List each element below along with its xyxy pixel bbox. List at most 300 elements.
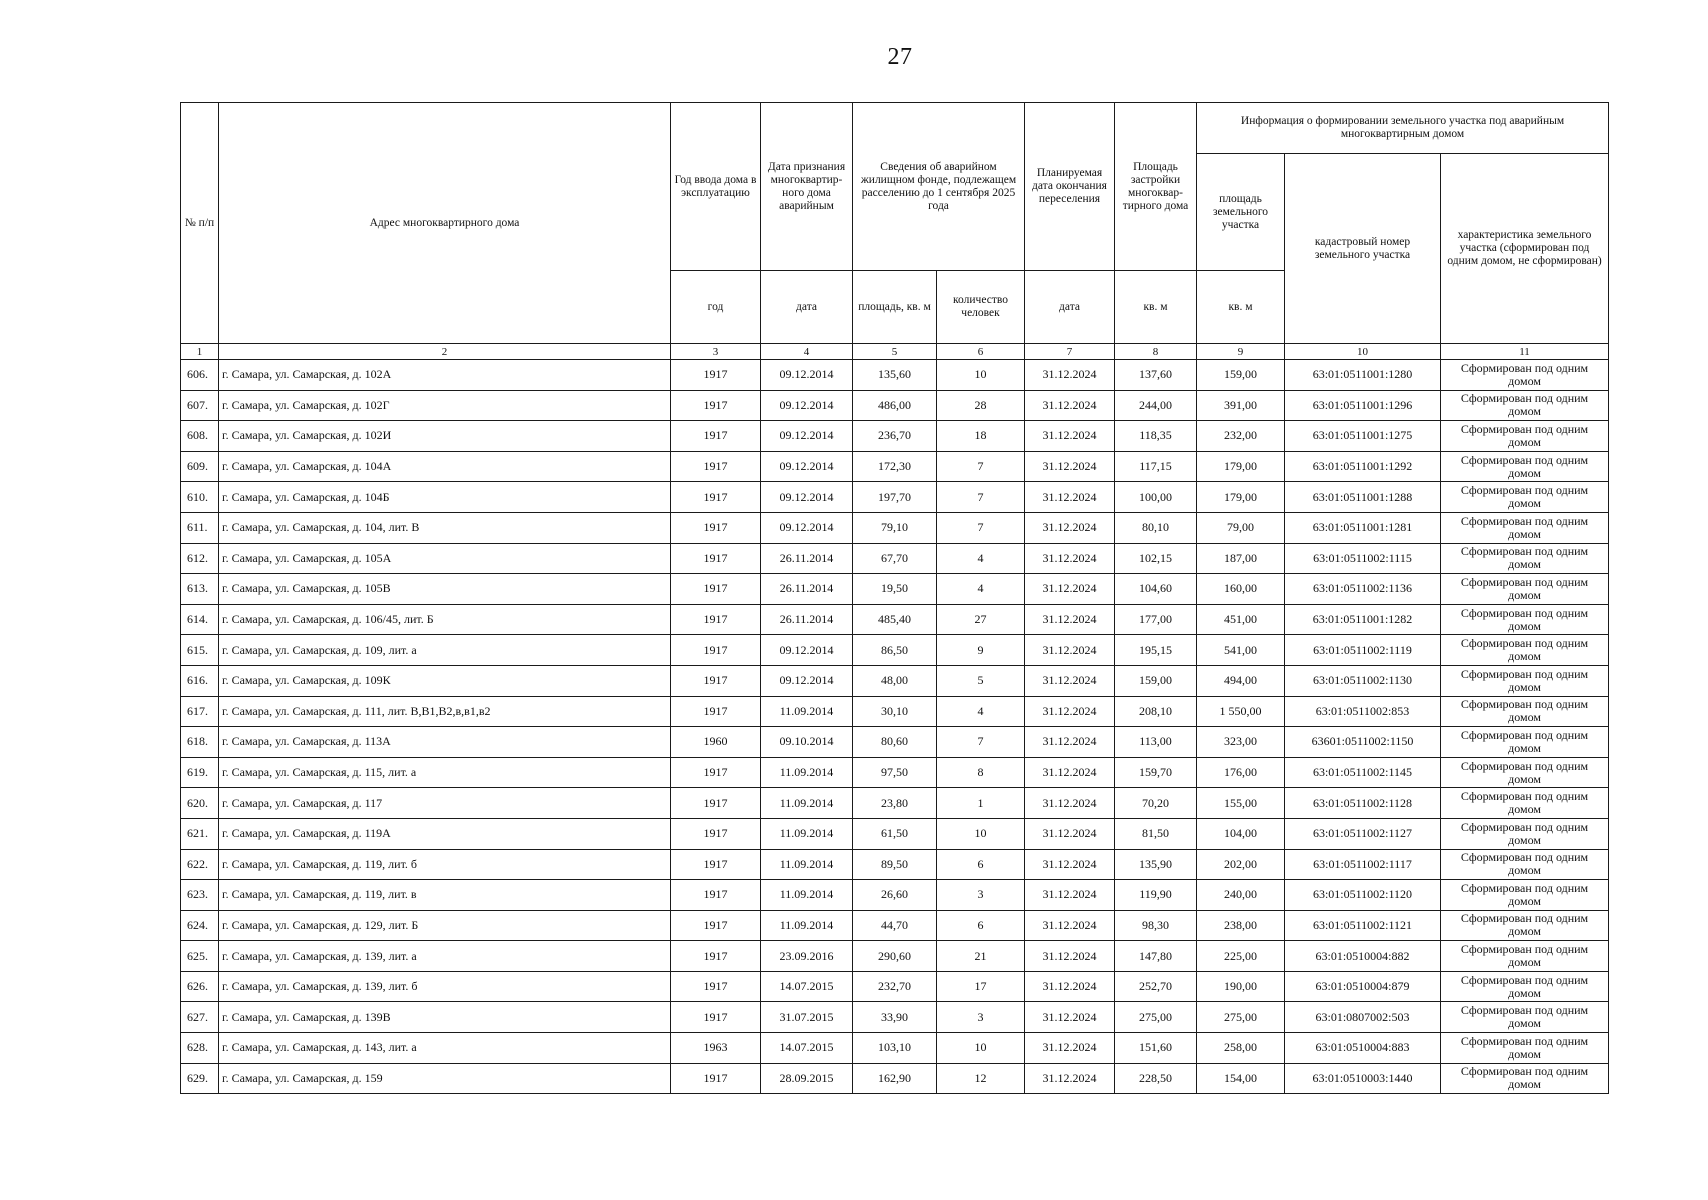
table-row — [181, 727, 1609, 758]
row-recognition-date: 11.09.2014 — [761, 880, 853, 911]
row-status: Сформирован под одним домом — [1441, 1063, 1609, 1094]
row-planned-date: 31.12.2024 — [1025, 1063, 1115, 1094]
row-number: 624. — [181, 910, 219, 941]
row-planned-date: 31.12.2024 — [1025, 818, 1115, 849]
row-address: г. Самара, ул. Самарская, д. 106/45, лит. Б — [219, 604, 671, 635]
row-address: г. Самара, ул. Самарская, д. 109К — [219, 665, 671, 696]
row-build-area: 208,10 — [1115, 696, 1197, 727]
row-build-area: 113,00 — [1115, 727, 1197, 758]
row-year: 1917 — [671, 880, 761, 911]
row-planned-date: 31.12.2024 — [1025, 757, 1115, 788]
row-cadastral-number: 63:01:0510003:1440 — [1285, 1063, 1441, 1094]
row-address: г. Самара, ул. Самарская, д. 117 — [219, 788, 671, 819]
row-build-area: 135,90 — [1115, 849, 1197, 880]
row-number: 627. — [181, 1002, 219, 1033]
row-people: 4 — [937, 574, 1025, 605]
row-land-area: 240,00 — [1197, 880, 1285, 911]
row-recognition-date: 11.09.2014 — [761, 910, 853, 941]
unit-build-sqm: кв. м — [1115, 271, 1197, 344]
row-number: 615. — [181, 635, 219, 666]
row-recognition-date: 26.11.2014 — [761, 574, 853, 605]
column-number: 5 — [853, 344, 937, 360]
row-cadastral-number: 63:01:0511002:1128 — [1285, 788, 1441, 819]
row-people: 6 — [937, 910, 1025, 941]
row-people: 4 — [937, 696, 1025, 727]
row-recognition-date: 11.09.2014 — [761, 788, 853, 819]
row-land-area: 275,00 — [1197, 1002, 1285, 1033]
row-year: 1917 — [671, 818, 761, 849]
row-cadastral-number: 63:01:0511001:1281 — [1285, 512, 1441, 543]
row-area: 44,70 — [853, 910, 937, 941]
table-row — [181, 849, 1609, 880]
row-people: 12 — [937, 1063, 1025, 1094]
row-build-area: 252,70 — [1115, 971, 1197, 1002]
row-number: 614. — [181, 604, 219, 635]
row-cadastral-number: 63:01:0511001:1296 — [1285, 390, 1441, 421]
row-address: г. Самара, ул. Самарская, д. 143, лит. а — [219, 1033, 671, 1064]
row-area: 135,60 — [853, 360, 937, 391]
column-number: 4 — [761, 344, 853, 360]
row-area: 48,00 — [853, 665, 937, 696]
row-recognition-date: 09.12.2014 — [761, 390, 853, 421]
row-planned-date: 31.12.2024 — [1025, 788, 1115, 819]
row-recognition-date: 09.12.2014 — [761, 665, 853, 696]
row-land-area: 190,00 — [1197, 971, 1285, 1002]
column-number: 6 — [937, 344, 1025, 360]
table-row — [181, 941, 1609, 972]
table-row — [181, 788, 1609, 819]
unit-area: площадь, кв. м — [853, 271, 937, 344]
row-area: 197,70 — [853, 482, 937, 513]
row-number: 608. — [181, 421, 219, 452]
row-area: 79,10 — [853, 512, 937, 543]
row-year: 1917 — [671, 757, 761, 788]
row-year: 1917 — [671, 665, 761, 696]
emergency-housing-table — [180, 102, 1609, 1094]
row-area: 162,90 — [853, 1063, 937, 1094]
row-status: Сформирован под одним домом — [1441, 1033, 1609, 1064]
row-people: 9 — [937, 635, 1025, 666]
row-year: 1917 — [671, 512, 761, 543]
table-row — [181, 451, 1609, 482]
row-year: 1917 — [671, 390, 761, 421]
row-cadastral-number: 63:01:0511002:1115 — [1285, 543, 1441, 574]
row-land-area: 323,00 — [1197, 727, 1285, 758]
row-land-area: 155,00 — [1197, 788, 1285, 819]
row-planned-date: 31.12.2024 — [1025, 849, 1115, 880]
row-status: Сформирован под одним домом — [1441, 818, 1609, 849]
row-build-area: 100,00 — [1115, 482, 1197, 513]
row-address: г. Самара, ул. Самарская, д. 139, лит. а — [219, 941, 671, 972]
row-people: 7 — [937, 451, 1025, 482]
table-row — [181, 1002, 1609, 1033]
row-recognition-date: 09.12.2014 — [761, 512, 853, 543]
row-status: Сформирован под одним домом — [1441, 910, 1609, 941]
row-address: г. Самара, ул. Самарская, д. 139, лит. б — [219, 971, 671, 1002]
row-land-area: 202,00 — [1197, 849, 1285, 880]
row-year: 1963 — [671, 1033, 761, 1064]
row-address: г. Самара, ул. Самарская, д. 111, лит. В,В1,В2,в,в1,в2 — [219, 696, 671, 727]
row-land-area: 160,00 — [1197, 574, 1285, 605]
table-row — [181, 421, 1609, 452]
row-area: 80,60 — [853, 727, 937, 758]
row-planned-date: 31.12.2024 — [1025, 451, 1115, 482]
row-status: Сформирован под одним домом — [1441, 757, 1609, 788]
row-status: Сформирован под одним домом — [1441, 574, 1609, 605]
row-address: г. Самара, ул. Самарская, д. 102Г — [219, 390, 671, 421]
row-area: 232,70 — [853, 971, 937, 1002]
row-land-area: 232,00 — [1197, 421, 1285, 452]
row-people: 7 — [937, 512, 1025, 543]
row-cadastral-number: 63601:0511002:1150 — [1285, 727, 1441, 758]
row-number: 609. — [181, 451, 219, 482]
row-land-area: 159,00 — [1197, 360, 1285, 391]
row-area: 61,50 — [853, 818, 937, 849]
row-status: Сформирован под одним домом — [1441, 727, 1609, 758]
row-people: 21 — [937, 941, 1025, 972]
row-planned-date: 31.12.2024 — [1025, 696, 1115, 727]
row-build-area: 104,60 — [1115, 574, 1197, 605]
row-recognition-date: 09.10.2014 — [761, 727, 853, 758]
row-build-area: 147,80 — [1115, 941, 1197, 972]
header-year: Год ввода дома в эксплуатацию — [671, 103, 761, 271]
row-area: 19,50 — [853, 574, 937, 605]
row-land-area: 179,00 — [1197, 451, 1285, 482]
row-status: Сформирован под одним домом — [1441, 451, 1609, 482]
row-recognition-date: 09.12.2014 — [761, 421, 853, 452]
row-address: г. Самара, ул. Самарская, д. 119А — [219, 818, 671, 849]
unit-date: дата — [761, 271, 853, 344]
row-cadastral-number: 63:01:0511001:1288 — [1285, 482, 1441, 513]
header-address: Адрес многоквартирного дома — [219, 103, 671, 344]
row-cadastral-number: 63:01:0511002:1120 — [1285, 880, 1441, 911]
row-address: г. Самара, ул. Самарская, д. 104, лит. В — [219, 512, 671, 543]
row-status: Сформирован под одним домом — [1441, 1002, 1609, 1033]
row-year: 1917 — [671, 696, 761, 727]
row-number: 621. — [181, 818, 219, 849]
header-num: № п/п — [181, 103, 219, 344]
row-address: г. Самара, ул. Самарская, д. 102А — [219, 360, 671, 391]
table-row — [181, 604, 1609, 635]
row-year: 1960 — [671, 727, 761, 758]
row-address: г. Самара, ул. Самарская, д. 129, лит. Б — [219, 910, 671, 941]
row-address: г. Самара, ул. Самарская, д. 159 — [219, 1063, 671, 1094]
row-year: 1917 — [671, 604, 761, 635]
row-people: 8 — [937, 757, 1025, 788]
column-number: 1 — [181, 344, 219, 360]
row-cadastral-number: 63:01:0511002:1130 — [1285, 665, 1441, 696]
row-year: 1917 — [671, 910, 761, 941]
row-address: г. Самара, ул. Самарская, д. 119, лит. б — [219, 849, 671, 880]
unit-people: количество человек — [937, 271, 1025, 344]
row-land-area: 238,00 — [1197, 910, 1285, 941]
row-planned-date: 31.12.2024 — [1025, 665, 1115, 696]
row-build-area: 159,00 — [1115, 665, 1197, 696]
row-planned-date: 31.12.2024 — [1025, 635, 1115, 666]
page-number: 27 — [887, 44, 913, 70]
table-row — [181, 635, 1609, 666]
table-row — [181, 390, 1609, 421]
row-recognition-date: 28.09.2015 — [761, 1063, 853, 1094]
row-year: 1917 — [671, 360, 761, 391]
table-row — [181, 880, 1609, 911]
row-address: г. Самара, ул. Самарская, д. 113А — [219, 727, 671, 758]
row-recognition-date: 09.12.2014 — [761, 451, 853, 482]
row-people: 5 — [937, 665, 1025, 696]
row-land-area: 494,00 — [1197, 665, 1285, 696]
row-planned-date: 31.12.2024 — [1025, 360, 1115, 391]
row-build-area: 102,15 — [1115, 543, 1197, 574]
row-address: г. Самара, ул. Самарская, д. 119, лит. в — [219, 880, 671, 911]
row-planned-date: 31.12.2024 — [1025, 1033, 1115, 1064]
row-planned-date: 31.12.2024 — [1025, 390, 1115, 421]
row-land-area: 187,00 — [1197, 543, 1285, 574]
row-recognition-date: 11.09.2014 — [761, 757, 853, 788]
row-cadastral-number: 63:01:0511002:1136 — [1285, 574, 1441, 605]
row-number: 612. — [181, 543, 219, 574]
row-build-area: 159,70 — [1115, 757, 1197, 788]
row-land-area: 541,00 — [1197, 635, 1285, 666]
row-planned-date: 31.12.2024 — [1025, 482, 1115, 513]
row-build-area: 70,20 — [1115, 788, 1197, 819]
row-land-area: 451,00 — [1197, 604, 1285, 635]
row-cadastral-number: 63:01:0510004:883 — [1285, 1033, 1441, 1064]
row-address: г. Самара, ул. Самарская, д. 105А — [219, 543, 671, 574]
row-status: Сформирован под одним домом — [1441, 849, 1609, 880]
column-number: 9 — [1197, 344, 1285, 360]
row-number: 620. — [181, 788, 219, 819]
row-people: 3 — [937, 880, 1025, 911]
row-land-area: 154,00 — [1197, 1063, 1285, 1094]
row-land-area: 225,00 — [1197, 941, 1285, 972]
row-number: 619. — [181, 757, 219, 788]
row-number: 606. — [181, 360, 219, 391]
row-area: 97,50 — [853, 757, 937, 788]
header-date: Дата признания многоквартир-ного дома аварийным — [761, 103, 853, 271]
row-year: 1917 — [671, 482, 761, 513]
row-area: 172,30 — [853, 451, 937, 482]
row-people: 7 — [937, 727, 1025, 758]
row-cadastral-number: 63:01:0511002:1145 — [1285, 757, 1441, 788]
row-cadastral-number: 63:01:0511001:1282 — [1285, 604, 1441, 635]
row-status: Сформирован под одним домом — [1441, 696, 1609, 727]
row-address: г. Самара, ул. Самарская, д. 102И — [219, 421, 671, 452]
row-build-area: 98,30 — [1115, 910, 1197, 941]
row-year: 1917 — [671, 1063, 761, 1094]
row-people: 17 — [937, 971, 1025, 1002]
row-land-area: 79,00 — [1197, 512, 1285, 543]
row-planned-date: 31.12.2024 — [1025, 604, 1115, 635]
table-row — [181, 665, 1609, 696]
row-recognition-date: 26.11.2014 — [761, 543, 853, 574]
row-status: Сформирован под одним домом — [1441, 880, 1609, 911]
row-recognition-date: 09.12.2014 — [761, 360, 853, 391]
column-number: 8 — [1115, 344, 1197, 360]
row-people: 10 — [937, 818, 1025, 849]
row-year: 1917 — [671, 941, 761, 972]
row-year: 1917 — [671, 635, 761, 666]
table-row — [181, 360, 1609, 391]
row-build-area: 177,00 — [1115, 604, 1197, 635]
row-area: 236,70 — [853, 421, 937, 452]
row-planned-date: 31.12.2024 — [1025, 1002, 1115, 1033]
column-number: 2 — [219, 344, 671, 360]
row-cadastral-number: 63:01:0511002:853 — [1285, 696, 1441, 727]
row-people: 7 — [937, 482, 1025, 513]
row-build-area: 119,90 — [1115, 880, 1197, 911]
row-build-area: 118,35 — [1115, 421, 1197, 452]
row-build-area: 80,10 — [1115, 512, 1197, 543]
row-year: 1917 — [671, 1002, 761, 1033]
header-characteristic: характеристика земельного участка (сформирован под одним домом, не сформирован) — [1441, 154, 1609, 344]
row-number: 607. — [181, 390, 219, 421]
row-year: 1917 — [671, 788, 761, 819]
table-row — [181, 971, 1609, 1002]
row-number: 613. — [181, 574, 219, 605]
row-status: Сформирован под одним домом — [1441, 941, 1609, 972]
row-build-area: 195,15 — [1115, 635, 1197, 666]
row-planned-date: 31.12.2024 — [1025, 910, 1115, 941]
column-number-row — [181, 344, 1609, 360]
column-number: 7 — [1025, 344, 1115, 360]
row-year: 1917 — [671, 543, 761, 574]
row-status: Сформирован под одним домом — [1441, 635, 1609, 666]
row-cadastral-number: 63:01:0511002:1127 — [1285, 818, 1441, 849]
unit-year: год — [671, 271, 761, 344]
row-planned-date: 31.12.2024 — [1025, 421, 1115, 452]
row-people: 10 — [937, 360, 1025, 391]
row-area: 30,10 — [853, 696, 937, 727]
row-year: 1917 — [671, 971, 761, 1002]
row-recognition-date: 11.09.2014 — [761, 696, 853, 727]
row-land-area: 176,00 — [1197, 757, 1285, 788]
header-planned-date: Планируемая дата окончания переселения — [1025, 103, 1115, 271]
table-row — [181, 696, 1609, 727]
table-header — [181, 103, 1609, 344]
column-number: 3 — [671, 344, 761, 360]
row-area: 23,80 — [853, 788, 937, 819]
row-planned-date: 31.12.2024 — [1025, 971, 1115, 1002]
row-build-area: 81,50 — [1115, 818, 1197, 849]
row-land-area: 258,00 — [1197, 1033, 1285, 1064]
header-build-area: Площадь застройки многоквар-тирного дома — [1115, 103, 1197, 271]
row-build-area: 151,60 — [1115, 1033, 1197, 1064]
row-status: Сформирован под одним домом — [1441, 971, 1609, 1002]
row-planned-date: 31.12.2024 — [1025, 880, 1115, 911]
row-land-area: 179,00 — [1197, 482, 1285, 513]
row-cadastral-number: 63:01:0511002:1119 — [1285, 635, 1441, 666]
row-recognition-date: 14.07.2015 — [761, 971, 853, 1002]
row-area: 86,50 — [853, 635, 937, 666]
table-row — [181, 910, 1609, 941]
row-planned-date: 31.12.2024 — [1025, 543, 1115, 574]
row-people: 18 — [937, 421, 1025, 452]
row-number: 617. — [181, 696, 219, 727]
column-number: 10 — [1285, 344, 1441, 360]
row-number: 626. — [181, 971, 219, 1002]
row-address: г. Самара, ул. Самарская, д. 109, лит. а — [219, 635, 671, 666]
unit-land-sqm: кв. м — [1197, 271, 1285, 344]
row-cadastral-number: 63:01:0511001:1292 — [1285, 451, 1441, 482]
row-land-area: 1 550,00 — [1197, 696, 1285, 727]
table-row — [181, 1063, 1609, 1094]
row-build-area: 275,00 — [1115, 1002, 1197, 1033]
row-status: Сформирован под одним домом — [1441, 788, 1609, 819]
unit-planned-date: дата — [1025, 271, 1115, 344]
row-address: г. Самара, ул. Самарская, д. 115, лит. а — [219, 757, 671, 788]
row-number: 625. — [181, 941, 219, 972]
row-status: Сформирован под одним домом — [1441, 604, 1609, 635]
row-people: 27 — [937, 604, 1025, 635]
row-area: 290,60 — [853, 941, 937, 972]
row-number: 618. — [181, 727, 219, 758]
row-number: 628. — [181, 1033, 219, 1064]
row-number: 611. — [181, 512, 219, 543]
row-address: г. Самара, ул. Самарская, д. 139В — [219, 1002, 671, 1033]
row-address: г. Самара, ул. Самарская, д. 104А — [219, 451, 671, 482]
column-number: 11 — [1441, 344, 1609, 360]
row-area: 485,40 — [853, 604, 937, 635]
row-area: 33,90 — [853, 1002, 937, 1033]
row-year: 1917 — [671, 421, 761, 452]
table-row — [181, 482, 1609, 513]
row-recognition-date: 11.09.2014 — [761, 849, 853, 880]
row-year: 1917 — [671, 451, 761, 482]
table-row — [181, 543, 1609, 574]
row-recognition-date: 11.09.2014 — [761, 818, 853, 849]
row-area: 486,00 — [853, 390, 937, 421]
row-people: 6 — [937, 849, 1025, 880]
row-status: Сформирован под одним домом — [1441, 360, 1609, 391]
row-recognition-date: 26.11.2014 — [761, 604, 853, 635]
row-land-area: 104,00 — [1197, 818, 1285, 849]
row-number: 623. — [181, 880, 219, 911]
row-cadastral-number: 63:01:0807002:503 — [1285, 1002, 1441, 1033]
row-people: 10 — [937, 1033, 1025, 1064]
row-people: 4 — [937, 543, 1025, 574]
row-people: 3 — [937, 1002, 1025, 1033]
row-recognition-date: 31.07.2015 — [761, 1002, 853, 1033]
row-number: 622. — [181, 849, 219, 880]
row-number: 629. — [181, 1063, 219, 1094]
header-land-group: Информация о формировании земельного участка под аварийным многоквартирным домом — [1197, 103, 1609, 154]
row-recognition-date: 09.12.2014 — [761, 482, 853, 513]
row-status: Сформирован под одним домом — [1441, 390, 1609, 421]
row-status: Сформирован под одним домом — [1441, 665, 1609, 696]
row-status: Сформирован под одним домом — [1441, 512, 1609, 543]
row-address: г. Самара, ул. Самарская, д. 104Б — [219, 482, 671, 513]
header-cadastral: кадастровый номер земельного участка — [1285, 154, 1441, 344]
row-cadastral-number: 63:01:0510004:879 — [1285, 971, 1441, 1002]
row-number: 610. — [181, 482, 219, 513]
row-recognition-date: 09.12.2014 — [761, 635, 853, 666]
row-planned-date: 31.12.2024 — [1025, 512, 1115, 543]
table-row — [181, 818, 1609, 849]
row-area: 103,10 — [853, 1033, 937, 1064]
row-area: 67,70 — [853, 543, 937, 574]
row-area: 26,60 — [853, 880, 937, 911]
row-year: 1917 — [671, 574, 761, 605]
table-body — [181, 360, 1609, 1094]
row-cadastral-number: 63:01:0511002:1117 — [1285, 849, 1441, 880]
row-year: 1917 — [671, 849, 761, 880]
row-cadastral-number: 63:01:0511001:1275 — [1285, 421, 1441, 452]
row-planned-date: 31.12.2024 — [1025, 574, 1115, 605]
row-status: Сформирован под одним домом — [1441, 543, 1609, 574]
row-cadastral-number: 63:01:0510004:882 — [1285, 941, 1441, 972]
row-address: г. Самара, ул. Самарская, д. 105В — [219, 574, 671, 605]
table-row — [181, 512, 1609, 543]
